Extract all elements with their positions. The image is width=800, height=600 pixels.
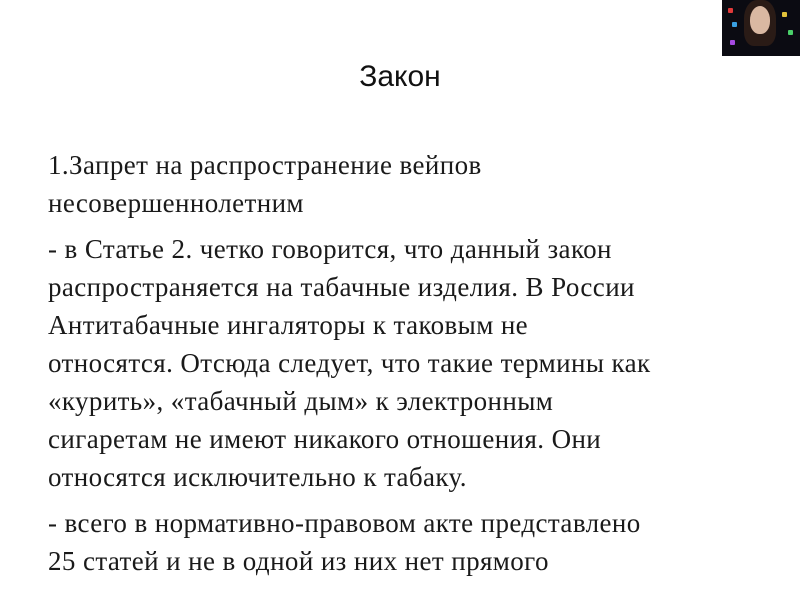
paragraph-1: 1.Запрет на распространение вейпов несовершеннолетним — [48, 150, 482, 218]
presenter-thumbnail — [722, 0, 800, 56]
paragraph-3: - всего в нормативно-правовом акте представлено 25 статей и не в одной из них нет прямого — [48, 508, 641, 576]
slide-body — [48, 146, 768, 588]
presenter-face — [750, 6, 770, 34]
slide-title: Закон — [359, 60, 441, 93]
paragraph-2: - в Статье 2. четко говорится, что данный закон распространяется на табачные изделия. В России Антитабачные ингаляторы к таковым не относятся. Отсюда следует, что такие термины как «курить», «табачный дым» к электронным сигаретам не имеют никакого отношения. Они относятся исключительно к табаку. — [48, 234, 651, 492]
